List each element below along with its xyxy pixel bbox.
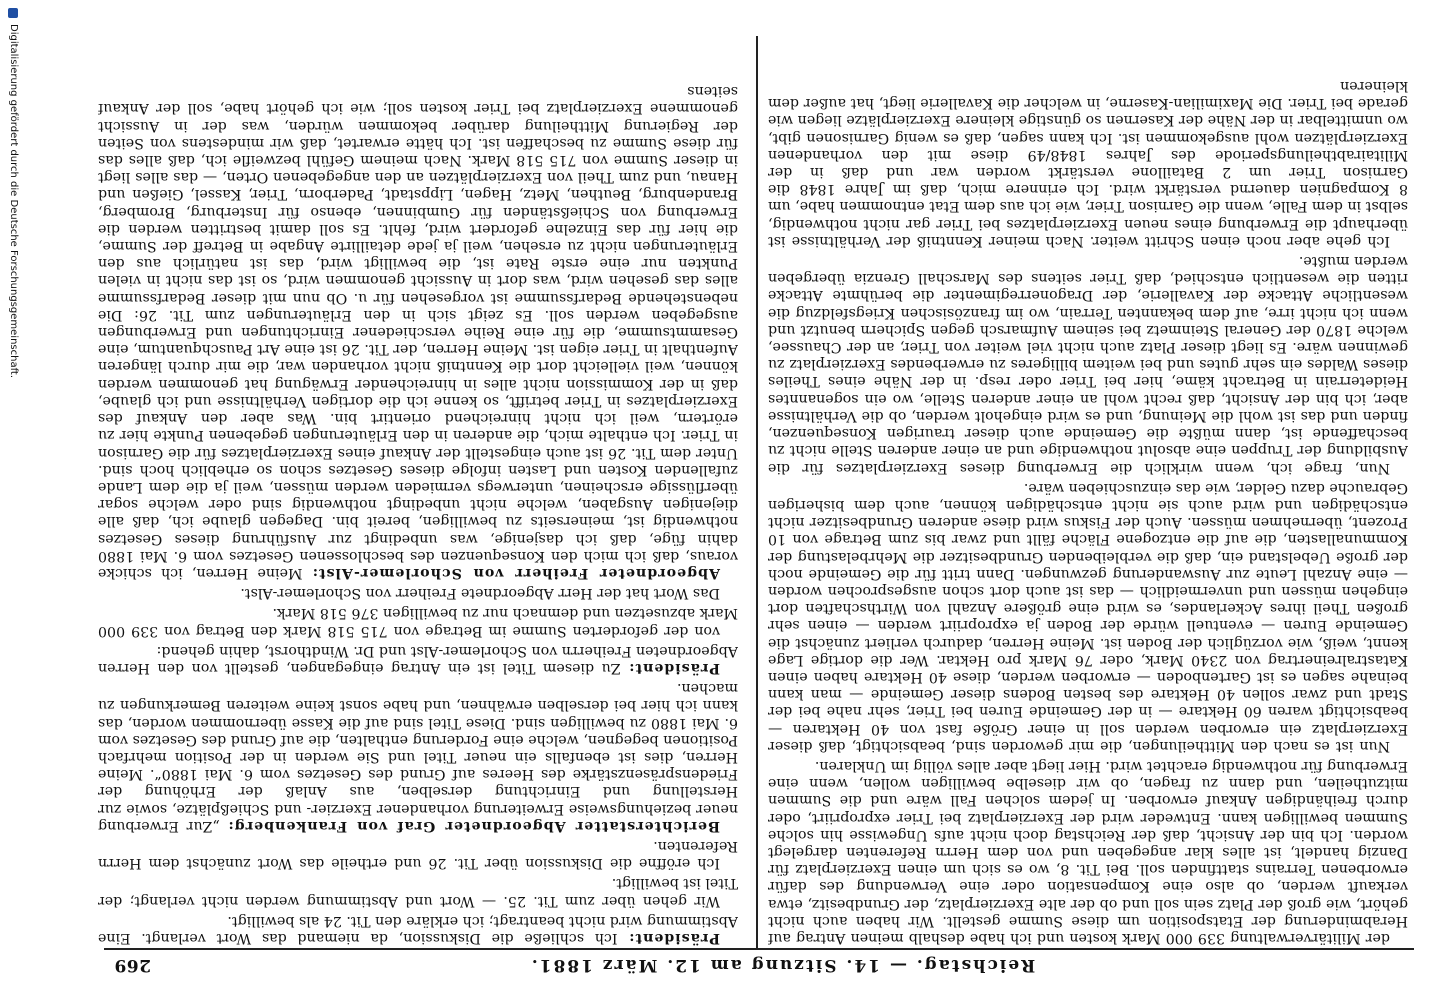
paragraph xyxy=(768,252,1408,476)
page-header xyxy=(114,952,1414,978)
paragraph-text: der Militärverwaltung 339 000 Mark kosten und ich habe deshalb meinen Antrag auf Herabminderung der Etatsposition um diese Summe gestellt. Wir haben auch nicht gehört, wie groß der Platz sein soll und ob der alte Exerzierplatz, der Grundbesitz, etwa verkauft werden, ob also eine Kompensation oder eine Verwendung des dafür erworbenen Terrains stattfinden soll. Bei Tit. 8, wo es sich um einen Exerzierplatz für Danzig handelt, ist alles klar angegeben und von dem Herrn Referenten dargelegt worden. Ich bin der Ansicht, daß der Reichstag doch nicht aufs Ungewisse hin solche Summen bewilligen kann. Entweder wird der Exerzierplatz bei Trier expropriirt, oder durch freihändigen Ankauf erworben. In jedem solchen Fall wäre und die Summen mitzutheilen, und dann zu fragen, ob wir dieselbe bewilligen wollen, wenn eine Erwerbung für nothwendig erachtet wird. Hier liegt aber alles völlig im Unklaren. xyxy=(768,757,1408,946)
paragraph-text: Nun ist es nach den Mittheilungen, die mir geworden sind, beabsichtigt, daß dieser Exerzierplatz ein erworben werden soll in einer Größe fast von 40 Hektaren — beabsichtigt waren 60 Hektare — in der Gemeinde Euren bei Trier, sehr nahe bei der Stadt und zwar sollen 40 Hektare des besten Bodens dieser Gemeinde — man kann beinahe sagen es ist Gartenboden — erworben werden, diese 40 Hektare haben einen Katastralreinertrag von 2340 Mark, oder 76 Mark pro Hektar. Wer die dortige Lage kennt, weiß, wie vorzüglich der Boden ist. Meine Herren, dadurch verliert zunächst die Gemeinde Euren — eventuell würde der Boden ja expropriirt werden — einen sehr großen Theil ihres Ackerlandes, es wird eine größere Anzahl von Wirthschaften dort eingehen müssen und unvermeidlich — das ist auch dort schon ausgesprochen worden — eine Anzahl Leute zur Auswanderung gezwungen. Dann tritt für die Gemeinde noch der große Uebelstand ein, daß die verbleibenden Grundbesitzer die Mehrbelastung der Kommunallasten, die auf die entzogene Fläche fällt und zwar bis zum Betrage von 10 Prozent, übernehmen müssen. Auch der Fiskus wird diese anderen Grundbesitzer nicht entschädigen und wird auch sie nicht entschädigen können, auch dem bisherigen Gebrauche dazu Gelder, wie das einzuschieben wäre. xyxy=(768,479,1408,754)
credit-label: Digitalisierung gefördert durch die Deutsche Forschungsgemeinschaft. xyxy=(8,24,19,379)
column-right-text xyxy=(768,40,1408,946)
paragraph xyxy=(98,837,738,871)
column-divider xyxy=(756,36,758,950)
page-number: 269 xyxy=(114,955,151,975)
paragraph xyxy=(768,479,1408,754)
paragraph xyxy=(768,77,1408,249)
paragraph xyxy=(98,82,738,581)
paragraph-text: Wir gehen über zum Tit. 25. — Wort und Abstimmung werden nicht verlangt; der Titel ist bewilligt. xyxy=(98,875,738,909)
speaker-label: Berichterstatter Abgeordneter Graf von Frankenberg: xyxy=(227,817,720,834)
header-rule xyxy=(104,948,1414,950)
paragraph xyxy=(98,584,738,601)
digitization-credit xyxy=(4,8,22,992)
paragraph xyxy=(768,757,1408,946)
paragraph xyxy=(98,912,738,946)
paragraph-text: Meine Herren, ich schicke voraus, daß ich mich den Konsequenzen des beschlossenen Gesetzes vom 6. Mai 1880 dahin füge, daß ich dasjenige, was unbedingt zur Ausführung dieses Gesetzes nothwendig ist, meinerseits zu bewilligen, bereit bin. Dagegen glaube ich, daß alle diejenigen Ausgaben, welche nicht unbedingt nothwendig sind oder welche sogar überflüssige erscheinen, unterwegs vermieden werden müssen, weil ja die dem Lande zufallenden Kosten und Lasten infolge dieses Gesetzes schon so erheblich hoch sind. Unter dem Tit. 26 ist auch eingestellt der Ankauf eines Exerzierplatzes für die Garnison in Trier. Ich enthalte mich, die anderen in den Erläuterungen gegebenen Punkte hier zu erörtern, weil ich nicht hinreichend orientirt bin. Was aber den Ankauf des Exerzierplatzes in Trier betrifft, so kenne ich die dortigen Verhältnisse und ich glaube, daß in der Kommission nicht alles in hinreichender Erwägung hat genommen werden können, weil vielleicht dort die Kenntniß nicht vorhanden war, die mir durch längeren Aufenthalt in Trier eigen ist. Meine Herren, der Tit. 26 ist eine Art Pauschquantum, eine Gesammtsumme, die für eine Reihe verschiedener Einrichtungen und Erwerbungen ausgegeben werden soll. Es zeigt sich in den Erläuterungen zum Tit. 26: Die nebenstehende Bedarfssumme ist vorgesehen für u. Ob nun mit dieser Bedarfssumme alles das gesehen wird, was dort in Aussicht genommen wird, so ist das nicht in vielen Punkten nur eine erste Rate ist, die bewilligt wird, das ist natürlich aus den Erläuterungen nicht zu ersehen, weil ja jede detaillirte Angabe in Betreff der Summe, die hier für das Einzelne gefordert wird, fehlt. Es soll damit bestritten werden die Erwerbung von Schießständen für Gumbinnen, ebenso für Insterburg, Bromberg, Brandenburg, Beuthen, Metz, Hagen, Lippstadt, Paderborn, Trier, Kassel, Gießen und Hanau, und zum Theil von Exerzierplätzen an den angegebenen Orten, — das alles liegt in dieser Summe von 715 518 Mark. Nach meinem Gefühl bezweifle ich, daß alles das für diese Summe zu beschaffen ist. Ich hätte erwartet, daß wir mindestens von Seiten der Regierung Mittheilung darüber bekommen würden, was der in Aussicht genommene Exerzierplatz bei Trier kosten soll; wie ich gehört habe, soll der Ankauf seitens xyxy=(98,83,738,581)
paragraph-text: Zu diesem Titel ist ein Antrag eingegangen, gestellt von den Herren Abgeordneten Freiherrn von Schorlemer-Alst und Dr. Windthorst, dahin gehend: xyxy=(98,642,738,676)
paragraph-text: Nun, frage ich, wenn wirklich die Erwerbung dieses Exerzierplatzes für die Ausbildung der Truppen eine absolut nothwendige und an einer anderen Stelle nicht zu beschaffende ist, dann müßte die Gemeinde auch dieser traurigen Konsequenzen, finden und das ist wohl die Meinung, und es wird eingeholt werden, ob die Verhältnisse aber, ich bin der Ansicht, daß recht wohl an einer anderen Stelle, wo ein sogenanntes Heideterrain in Betracht käme, hier bei Trier oder resp. in der Nähe eines Theiles dieses Waldes ein sehr gutes und bei weitem billigeres zu erwerbendes Exerzierplatz zu gewinnen wäre. Es liegt dieser Platz auch nicht viel weiter von Trier, an der Chaussee, welche 1870 der General Steinmetz bei seinem Aufmarsch gegen Spichern benutzt und wenn ich nicht irre, auf dem bekannten Terrain, wo im französischen Kriegsfeldzug die wesentliche Attacke der Kavallerie, der Dragonerregimenter die berühmte Attacke ritten die wesentlich entschied, daß Trier seitens des Marschall Grenzia übergeben werden mußte. xyxy=(768,253,1408,476)
paragraph-text: Ich gehe aber noch einen Schritt weiter. Nach meiner Kenntniß der Verhältnisse ist überhaupt die Erwerbung eines neuen Exerzierplatzes bei Trier gar nicht nothwendig, selbst in dem Falle, wenn die Garnison Trier, wie ich aus dem Etat entnommen habe, um 8 Kompagnien dauernd verstärkt wird. Ich erinnere mich, daß im Jahre 1848 die Garnison Trier um 2 Bataillone verstärkt worden war und daß in der Militairabtheilungsperiode des Jahres 1848/49 diese mit den vorhandenen Exerzierplätzen wohl ausgekommen ist. Ich kann sagen, daß es wenig Garnisonen gibt, wo unmittelbar in der Nähe der Kasernen so günstige kleinere Exerzierplätze liegen wie gerade bei Trier. Die Maximilian-Kaserne, in welcher die Kavallerie liegt, hat außer dem kleineren xyxy=(768,78,1408,249)
speaker-label: Präsident: xyxy=(628,930,720,946)
running-title: Reichstag. — 14. Sitzung am 12. März 1881. xyxy=(529,955,1036,975)
paragraph-text: Das Wort hat der Herr Abgeordnete Freiherr von Schorlemer-Alst. xyxy=(240,585,720,602)
speaker-label: Präsident: xyxy=(628,659,720,676)
paragraph xyxy=(98,604,738,638)
paragraph-text: Ich eröffne die Diskussion über Tit. 26 und ertheile das Wort zunächst dem Herrn Referenten. xyxy=(98,837,738,872)
paragraph xyxy=(98,679,738,834)
paragraph-text: von der geforderten Summe im Betrage von 715 518 Mark den Betrag von 339 000 Mark abzusetzen und demnach nur zu bewilligen 376 518 Mark. xyxy=(98,605,738,639)
paragraph xyxy=(98,874,738,908)
paragraph-text: Ich schließe die Diskussion, da niemand das Wort verlangt. Eine Abstimmung wird nicht beantragt; ich erkläre den Tit. 24 als bewilligt. xyxy=(98,912,738,946)
speaker-label: Abgeordneter Freiherr von Schorlemer-Alst: xyxy=(311,564,720,581)
paragraph-text: „Zur Erwerbung neuer beziehungsweise Erweiterung vorhandener Exerzier- und Schießplätze, sowie zur Herstellung und Einrichtung derselben, aus Anlaß der Erhöhung der Friedenspräsenzstärke des Heeres auf Grund des Gesetzes vom 6. Mai 1880“. Meine Herren, dies ist ebenfalls ein neuer Titel und Sie werden in der Position mehrfach Positionen begegnen, welche eine Forderung enthalten, die auf Grund des Gesetzes vom 6. Mai 1880 zu bewilligen sind. Diese Titel sind auf die Kasse übernommen worden, das kann ich hier bei derselben erwähnen, und habe sonst keine weiteren Bemerkungen zu machen. xyxy=(98,680,738,834)
paragraph xyxy=(98,642,738,676)
dfg-logo-icon xyxy=(8,8,18,18)
column-left-text xyxy=(98,40,738,946)
